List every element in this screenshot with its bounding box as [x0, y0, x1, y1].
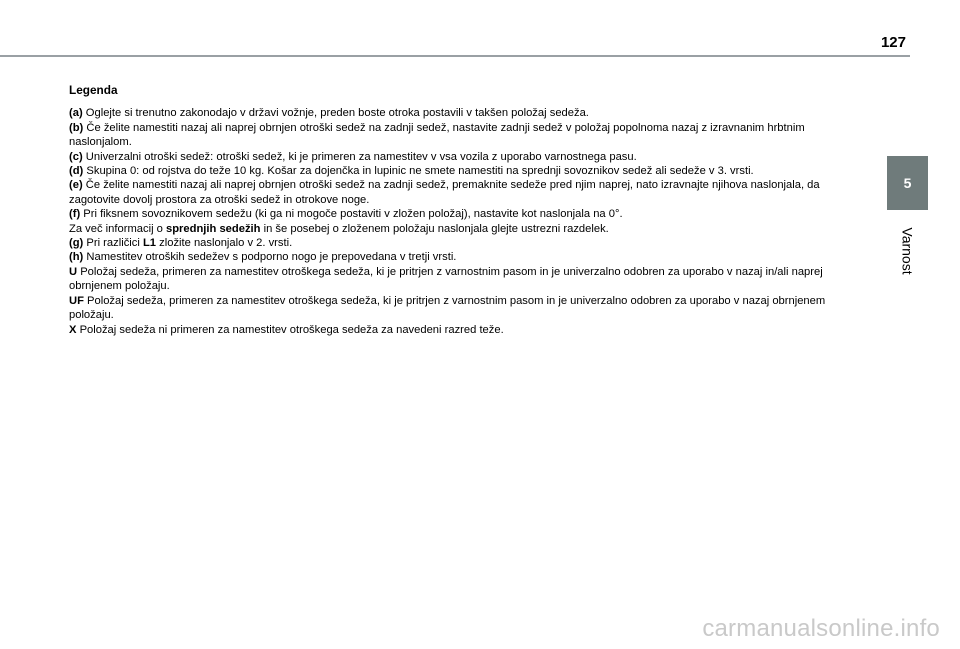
legend-code-text: Položaj sedeža, primeren za namestitev otroškega sedeža, ki je pritrjen z varnostnim pasom in je univerzalno odobren za uporabo v nazaj in/ali naprej obrnjenem položaju.	[69, 265, 823, 293]
chapter-tab	[887, 156, 928, 210]
legend-item	[69, 250, 869, 264]
legend-note	[69, 222, 869, 236]
legend-item	[69, 236, 869, 250]
legend-item-key: (a)	[69, 107, 83, 120]
legend-item-key: (b)	[69, 121, 84, 134]
legend-item-text-bold: L1	[142, 237, 157, 250]
legend-item-key: (d)	[69, 165, 84, 178]
note-text-pre: Za več informacij o	[69, 222, 166, 235]
legend-item-text: Skupina 0: od rojstva do teže 10 kg. Košar za dojenčka in lupinic ne smete namestiti na sprednji sovoznikov sedež ali sedeže v 3. vrsti.	[83, 165, 754, 178]
legend-item-text: Namestitev otroških sedežev s podporno nogo je prepovedana v tretji vrsti.	[83, 251, 457, 264]
legend-item-text: Če želite namestiti nazaj ali naprej obrnjen otroški sedež na zadnji sedež, nastavite zadnji sedež v položaj popolnoma nazaj z izravnanim hrbtnim naslonjalom.	[69, 121, 805, 149]
legend-code-text: Položaj sedeža ni primeren za namestitev otroškega sedeža za navedeni razred teže.	[76, 323, 504, 336]
watermark: carmanualsonline.info	[702, 615, 940, 642]
legend-code	[69, 294, 869, 323]
note-text-post: in še posebej o zloženem položaju naslonjala glejte ustrezni razdelek.	[260, 222, 609, 235]
legend-code-key: X	[69, 323, 77, 336]
chapter-label	[887, 216, 928, 286]
page-number: 127	[880, 34, 906, 51]
legend-code-text: Položaj sedeža, primeren za namestitev otroškega sedeža, ki je pritrjen z varnostnim pasom in je univerzalno odobren za uporabo v nazaj obrnjenem položaju.	[69, 294, 826, 322]
legend-item-text: Če želite namestiti nazaj ali naprej obrnjen otroški sedež na zadnji sedež, premaknite sedeže pred njim naprej, nato izravnajte njihova naslonjala, da zagotovite dovolj prostora za otroški sedež in otrokove noge.	[69, 179, 820, 206]
chapter-number: 5	[903, 175, 912, 191]
legend-item-key: (e)	[69, 179, 83, 192]
legend-item-text-pre: Pri različici	[83, 237, 143, 250]
legend-item	[69, 121, 869, 150]
legend-item-key: (h)	[69, 251, 84, 264]
legend-item-text-post: zložite naslonjalo v 2. vrsti.	[156, 237, 293, 250]
legend-item	[69, 106, 869, 120]
legend-item-text: Pri fiksnem sovoznikovem sedežu (ki ga ni mogoče postaviti v zložen položaj), nastavite kot naslonjala na 0°.	[80, 208, 623, 221]
legend-item-key: (f)	[69, 208, 81, 221]
legend-code-key: UF	[69, 294, 84, 307]
legend-item-key: (g)	[69, 237, 84, 250]
legend-item-key: (c)	[69, 150, 83, 163]
note-text-bold: sprednjih sedežih	[166, 222, 261, 235]
legend-item	[69, 164, 869, 178]
legend-item	[69, 207, 869, 221]
legend-title: Legenda	[69, 83, 118, 97]
header-divider	[0, 55, 910, 57]
legend-item	[69, 178, 869, 207]
legend-item-text: Oglejte si trenutno zakonodajo v državi vožnje, preden boste otroka postavili v takšen položaj sedeža.	[82, 107, 589, 120]
legend-code	[69, 265, 869, 294]
legend-code	[69, 323, 869, 337]
chapter-title: Varnost	[899, 227, 916, 275]
legend-code-key: U	[69, 265, 78, 278]
legend-item-text: Univerzalni otroški sedež: otroški sedež, ki je primeren za namestitev v vsa vozila z uporabo varnostnega pasu.	[82, 150, 637, 163]
legend-section	[69, 83, 869, 337]
legend-item	[69, 150, 869, 164]
